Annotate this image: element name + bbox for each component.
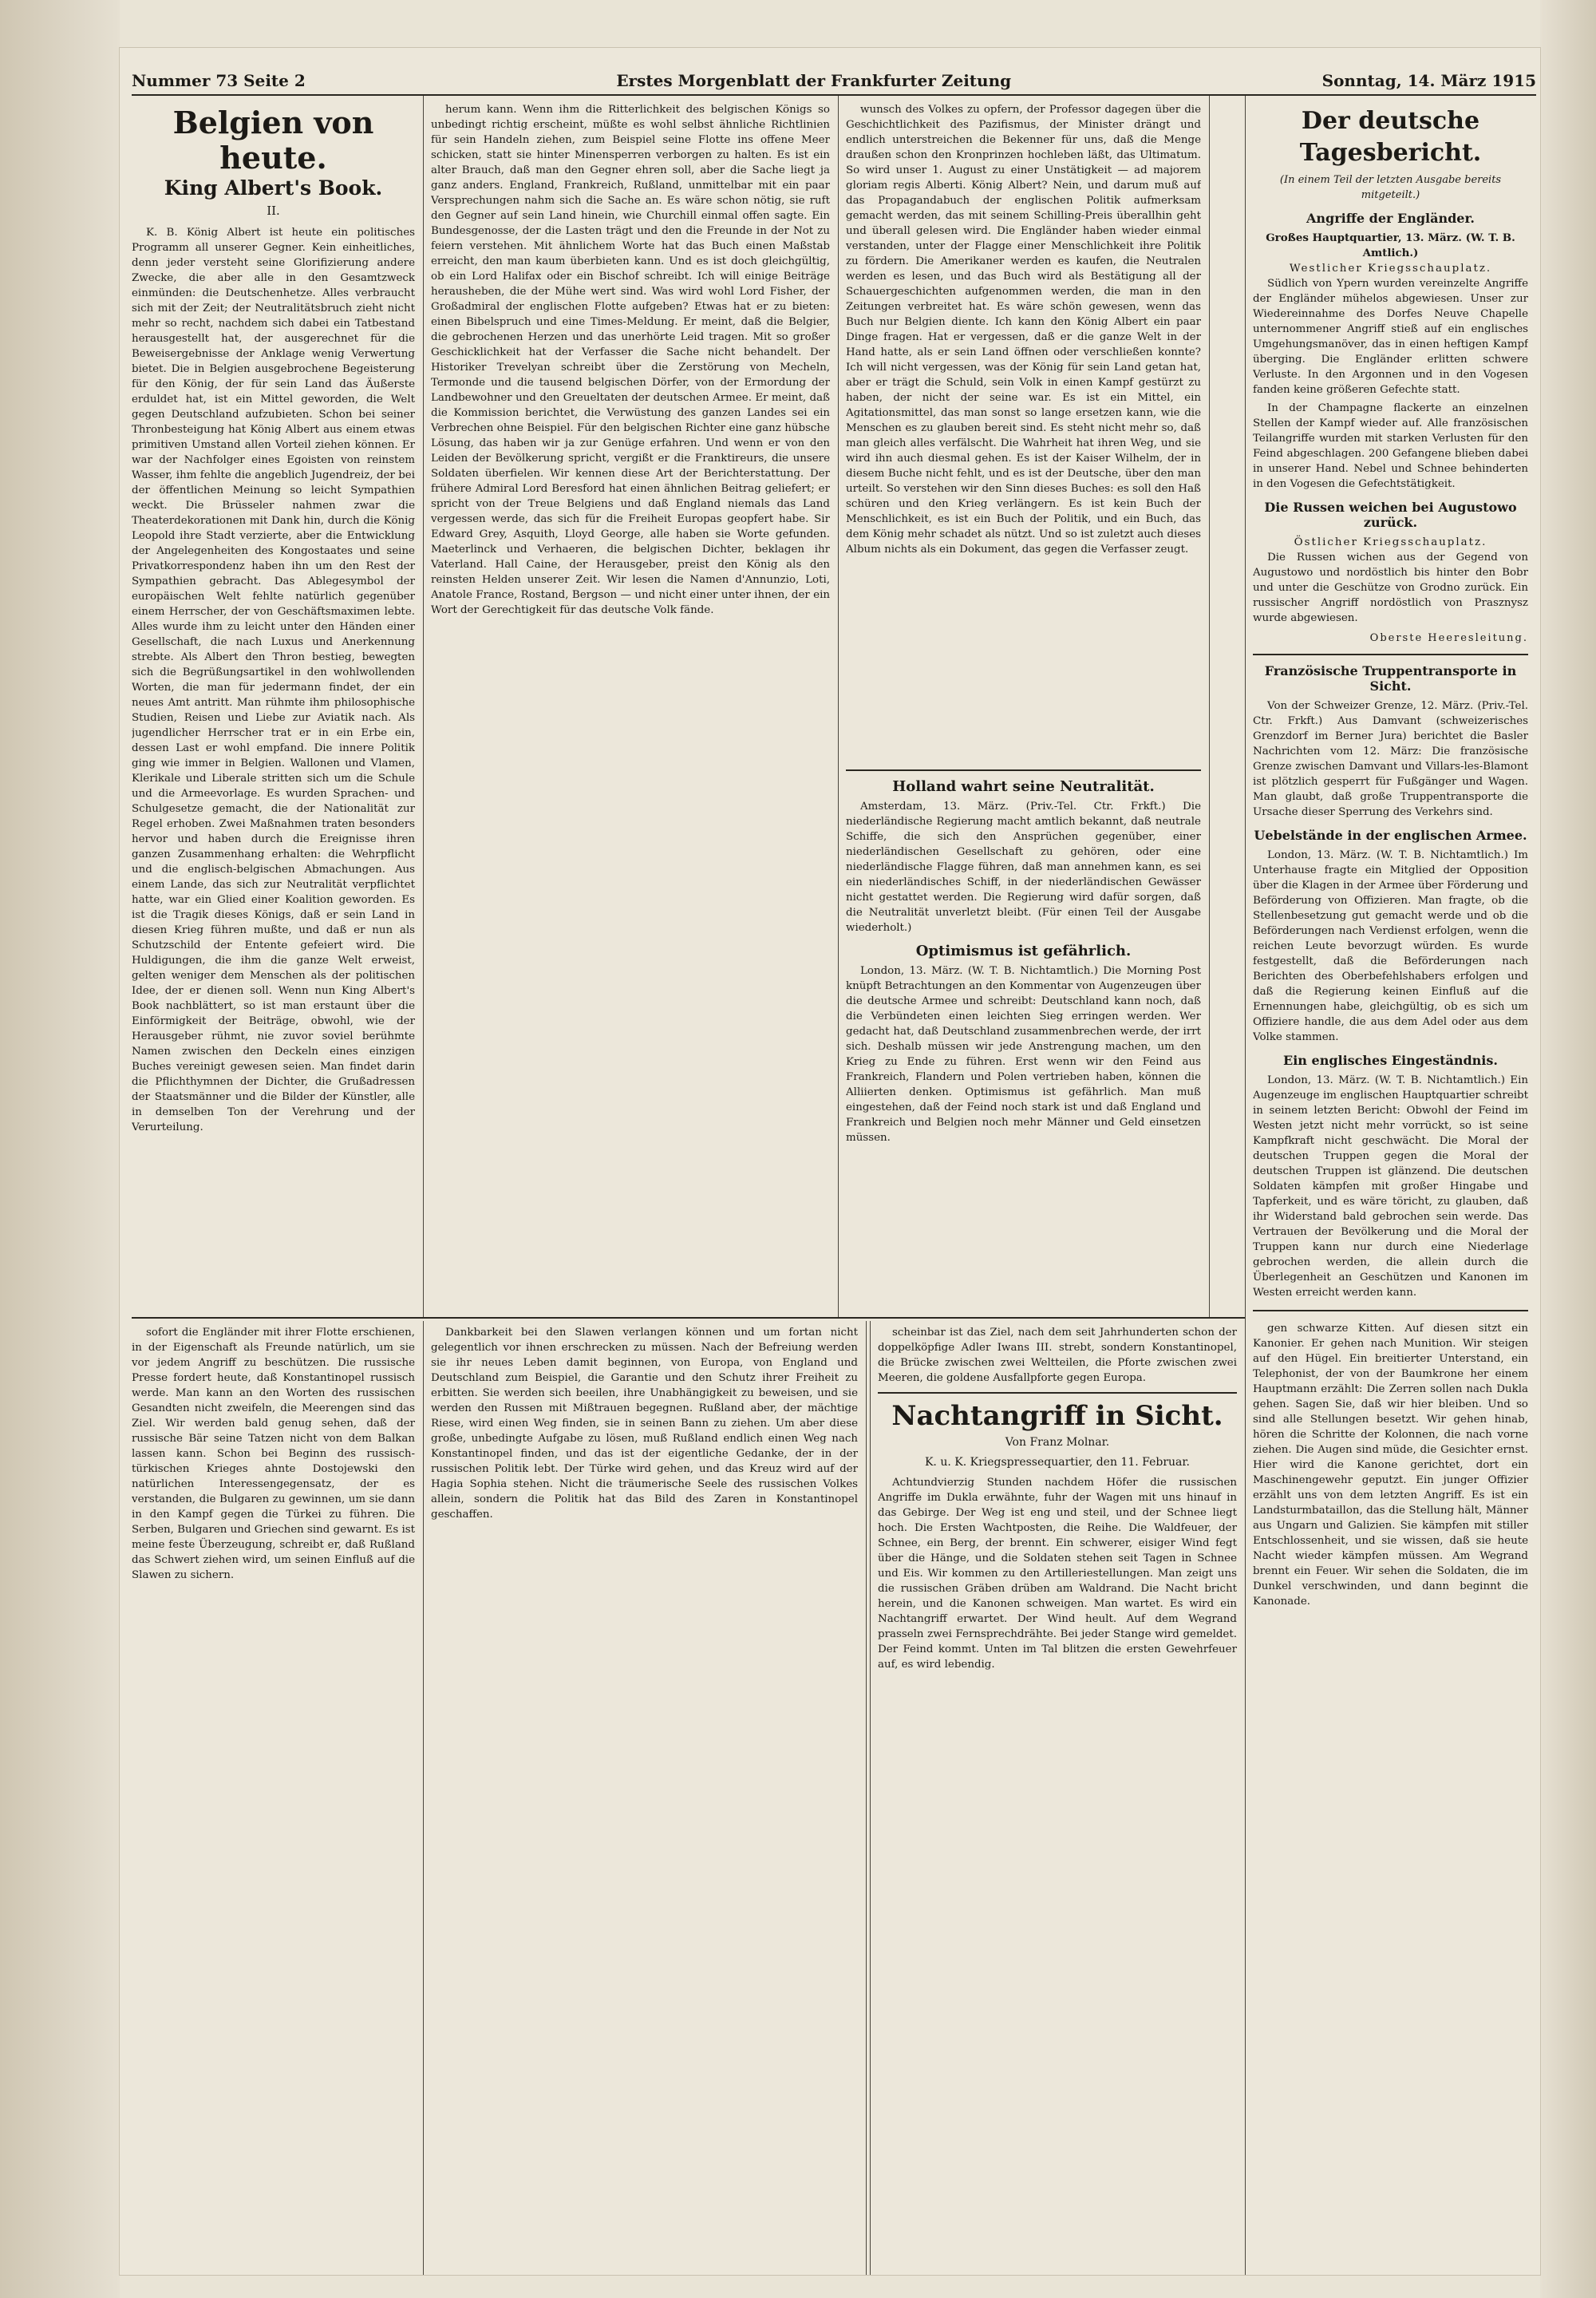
uebel-body: London, 13. März. (W. T. B. Nichtamtlich.) Im Unterhause fragte ein Mitglied der Opposition über die Klagen in der Armee über Förderung und Beförderung von Offizieren. Man fragte, ob die Stellenbesetzung gut gemacht werde und ob die Beförderungen nach Verdienst erfolgen, wenn die reichen Leute bevorzugt würden. Es wurde festgestellt, daß die Beförderungen nach Berichten des Oberbefehlshabers erfolgen und daß die Regierung keinen Einfluß auf die Ernennungen habe, gleichgültig, ob es sich um Offiziere handle, die aus dem Adel oder aus dem Volke stammen. xyxy=(1253,849,1528,1043)
column-rule xyxy=(423,1321,424,2275)
article-column-3 xyxy=(846,102,1201,1311)
uebel-title: Uebelstände in der englischen Armee. xyxy=(1254,828,1527,843)
article-title: Belgien von heute. xyxy=(172,105,374,176)
article-body: K. B. König Albert ist heute ein politisches Programm all unserer Gegner. Kein einheitliches, denn jeder versteht seine Glorifizierung andere Zwecke, die aber alle in den Gesamtzweck einmünden: die Deutschenhetze. Alles verbraucht sich mit der Zeit; der Neutralitätsbruch zieht nicht mehr so recht, nachdem sich dabei ein Tatbestand herausgestellt hat, der ausgerechnet für die Beweisergebnisse der Anklage wenig Verwertung bietet. Die in Belgien ausgebrochene Begeisterung für den König, der für sein Land das Äußerste erduldet hat, ist ein Mittel geworden, die Welt gegen Deutschland aufzubieten. Schon bei seiner Thronbesteigung hat König Albert aus einem etwas primitiven Umstand allen Vorteil ziehen können. Er war der Nachfolger eines Egoisten von reinstem Wasser, ihm fehlte die angeblich Jugendreiz, der bei der öffentlichen Meinung so leicht Sympathien weckt. Die Brüsseler nahmen zwar die Theaterdekorationen mit Dank hin, durch die König Leopold ihre Stadt verzierte, aber die Entwicklung der Angelegenheiten des Kongostaates und seine Privatkorrespondenz haben ihn um den Rest der Sympathien gebracht. Das Ablegesymbol der europäischen Welt fehlte natürlich gegenüber einem Herrscher, der von Geschäftsmaximen lebte. Alles wurde ihm zu leicht unter den Händen einer Gesellschaft, die nach Luxus und Anerkennung strebte. Als Albert den Thron bestieg, bewegten sich die Begrüßungsartikel in den wohlwollenden Worten, die man für jedermann findet, der ein neues Amt antritt. Man rühmte ihm philosophische Studien, Reisen und Liebe zur Aviatik nach. Als jugendlicher Herrscher trat er in ein Erbe ein, dessen Last er wohl empfand. Die innere Politik ging wie immer in Belgien. Wallonen und Vlamen, Klerikale und Liberale stritten sich um die Schule und die Armeevorlage. Es wurden Sprachen- und Schulgesetze gemacht, die der Nationalität zur Regel erhoben. Zwei Maßnahmen traten besonders hervor und haben durch die Ereignisse ihren ganzen Zusammenhang erhalten: die Wehrpflicht und die englisch-belgischen Abmachungen. Aus einem Lande, das sich zur Neutralität verpflichtet hatte, war ein Glied einer Koalition geworden. Es ist die Tragik dieses Königs, daß er sein Land in diesen Krieg führen mußte, und daß er nun als Schutzschild der Entente gefeiert wird. Die Huldigungen, die ihm die ganze Welt erweist, gelten weniger dem Menschen als der politischen Idee, der er dienen soll. Wenn nun King Albert's Book nachblättert, so ist man erstaunt über die Einförmigkeit der Beiträge, obwohl, wie der Herausgeber rühmt, nie zuvor soviel berühmte Namen zwischen den Deckeln eines einzigen Buches vereinigt gewesen seien. Man findet darin die Pflichthymnen der Dichter, die Grußadressen der Staatsmänner und die Bilder der Künstler, alle in demselben Ton der Verehrung und der Verurteilung. xyxy=(132,227,415,1133)
feuilleton-body: scheinbar ist das Ziel, nach dem seit Jahrhunderten schon der doppelköpfige Adler Iwans III. strebt, sondern Konstantinopel, die Brücke zwischen zwei Weltteilen, die Pforte zwischen zwei Meeren, die goldene Ausfallpforte gegen Europa. xyxy=(878,1327,1237,1384)
page-header xyxy=(132,67,1536,96)
left-margin xyxy=(0,0,120,2298)
column-rule xyxy=(838,96,839,1317)
tagesbericht-title: Der deutsche Tagesbericht. xyxy=(1299,107,1482,167)
article-tagesbericht xyxy=(1253,102,1528,2273)
article-body: herum kann. Wenn ihm die Ritterlichkeit des belgischen Königs so unbedingt richtig erscheint, müßte es wohl selbst ähnliche Richtlinien für sein Handeln ziehen, zum Beispiel seine Flotte ins offene Meer schicken, statt sie hinter Minensperren verborgen zu halten. Es ist ein alter Brauch, daß man den Gegner ehren soll, aber die Sache liegt ja ganz anders. England, Frankreich, Rußland, unmittelbar mit ein paar Versprechungen nahm sich die Sache an. Es wäre schon nötig, sie ruft den Gegner auf sein Land hinein, wie Churchill einmal offen sagte. Ein Bundesgenosse, der die Lasten trägt und den die Freunde in der Not zu feiern verstehen. Mit ähnlichem Worte hat das Buch einen Maßstab erreicht, den man kaum überbieten kann. Und es ist doch gleichgültig, ob ein Lord Halifax oder ein Bischof schreibt. Ich will einige Beiträge herausheben, die der Mühe wert sind. Was wird wohl Lord Fisher, der Großadmiral der englischen Flotte aufgeben? Etwas hat er zu bieten: einen Bibelspruch und eine Times-Meldung. Er meint, daß die Belgier, die gebrochenen Herzen und das unerhörte Leid tragen. Mit so großer Geschicklichkeit hat der Verfasser die Sache nicht behandelt. Der Historiker Trevelyan schreibt über die Zerstörung von Mecheln, Termonde und die tausend belgischen Dörfer, von der Ermordung der Landbewohner und den Greueltaten der deutschen Armee. Er meint, daß die Kommission berichtet, die Verwüstung des ganzen Landes sei ein Verbrechen ohne Beispiel. Für den belgischen Richter eine ganz hübsche Lösung, das haben wir ja zur Genüge erfahren. Und wenn er von den Leiden der Bevölkerung spricht, vergißt er die Franktireurs, die unsere Soldaten überfielen. Wir kennen diese Art der Berichterstattung. Der frühere Admiral Lord Beresford hat einen ähnlichen Beitrag geliefert; er spricht von der Treue Belgiens und daß England niemals das Land vergessen werde, das sich für die Freiheit Europas geopfert habe. Sir Edward Grey, Asquith, Lloyd George, alle haben sie Worte gefunden. Maeterlinck und Verhaeren, die belgischen Dichter, beklagen ihr Vaterland. Hall Caine, der Herausgeber, preist den König als den reinsten Helden unserer Zeit. Wir lesen die Namen d'Annunzio, Loti, Anatole France, Rostand, Bergson — und nicht einer unter ihnen, der ein Wort der Gerechtigkeit für das deutsche Volk fände. xyxy=(431,104,830,616)
divider xyxy=(1253,654,1528,655)
article-subtitle: King Albert's Book. xyxy=(164,176,383,200)
column-rule xyxy=(870,1321,871,2275)
eingest-title: Ein englisches Eingeständnis. xyxy=(1283,1053,1498,1068)
tagesbericht-note: (In einem Teil der letzten Ausgabe bereits mitgeteilt.) xyxy=(1279,174,1502,201)
feuilleton-continued: gen schwarze Kitten. Auf diesen sitzt ein Kanonier. Er gehen nach Munition. Wir steigen auf den Hügel. Ein breitierter Unterstand, ein Telephonist, der von der Baumkrone her einem Hauptmann erzählt: Die Zerren sollen nach Dukla gehen. Sagen Sie, daß wir hier bleiben. Und so sind alle Stellungen besetzt. Wir gehen hinab, hören die Schritte der Kolonnen, die nach vorne ziehen. Die Augen sind müde, die Gesichter ernst. Hier wird die Kanone gerichtet, dort ein Maschinengewehr geputzt. Ein junger Offizier erzählt uns von dem letzten Angriff. Es ist ein Landsturmbataillon, das die Stellung hält, Männer aus Ungarn und Galizien. Sie kämpfen mit stiller Entschlossenheit, und sie wissen, daß sie heute Nacht wieder kämpfen müssen. Am Wegrand brennt ein Feuer. Wir sehen die Soldaten, die im Dunkel verschwinden, und dann beginnt die Kanonade. xyxy=(1253,1323,1528,1608)
engl-title: Angriffe der Engländer. xyxy=(1306,211,1475,226)
tagesbericht-text-3: Die Russen wichen aus der Gegend von Augustowo und nordöstlich bis hinter den Bobr und unter die Geschütze von Grodno zurück. Ein russischer Angriff nordöstlich von Prasznysz wurde abgewiesen. xyxy=(1253,552,1528,624)
feuilleton-column-1 xyxy=(132,1325,415,2271)
gh-dateline: Großes Hauptquartier, 13. März. (W. T. B. Amtlich.) xyxy=(1266,231,1515,259)
optimismus-body: London, 13. März. (W. T. B. Nichtamtlich.) Die Morning Post knüpft Betrachtungen an den Kommentar von Augenzeugen über die deutsche Armee und schreibt: Deutschland kann noch, daß die Verbündeten einen leichten Sieg erringen werden. Wer gedacht hat, daß Deutschland zusammenbrechen werde, der irrt sich. Deshalb müssen wir jede Anstrengung machen, um den Krieg zu Ende zu führen. Erst wenn wir den Feind aus Frankreich, Flandern und Polen vertrieben haben, können die Alliierten denken. Optimismus ist gefährlich. Man muß eingestehen, daß der Feind noch stark ist und daß England und Frankreich und Belgien noch mehr Männer und Geld einsetzen müssen. xyxy=(846,965,1201,1144)
article-belgien-continued xyxy=(431,102,830,1311)
header-left: Nummer 73 Seite 2 xyxy=(132,71,306,90)
optimismus-title: Optimismus ist gefährlich. xyxy=(915,943,1132,959)
column-rule xyxy=(1209,96,1210,1317)
column-rule xyxy=(423,96,424,1317)
feuilleton-body: sofort die Engländer mit ihrer Flotte erschienen, in der Eigenschaft als Freunde natürlich, um sie vor jedem Angriff zu beschützen. Die russische Presse fordert heute, daß Konstantinopel russisch werde. Man kann an den Worten des russischen Gesandten nicht zweifeln, die Meerengen sind das Ziel. Wir werden bald genug sehen, daß der russische Bär seine Tatzen nicht von dem Balkan lassen kann. Schon bei Beginn des russisch-türkischen Krieges ahnte Dostojewski den natürlichen Interessengegensatz, der es verstanden, die Bulgaren zu gewinnen, um sie dann in den Kampf gegen die Türkei zu führen. Die Serben, Bulgaren und Griechen sind gewarnt. Es ist meine feste Überzeugung, schreibt er, daß Rußland das Schwert ziehen wird, um seinen Einfluß auf die Slawen zu sichern. xyxy=(132,1327,415,1581)
franz-title: Französische Truppentransporte in Sicht. xyxy=(1264,663,1517,694)
russ-title: Die Russen weichen bei Augustowo zurück. xyxy=(1264,500,1517,530)
header-right: Sonntag, 14. März 1915 xyxy=(1321,71,1536,90)
section-rule xyxy=(132,1317,1245,1319)
feuilleton-column-3 xyxy=(878,1325,1237,2271)
nachtangriff-title: Nachtangriff in Sicht. xyxy=(891,1400,1223,1432)
article-belgien-end xyxy=(846,102,1201,765)
eingest-body: London, 13. März. (W. T. B. Nichtamtlich.) Ein Augenzeuge im englischen Hauptquartier schreibt in seinem letzten Bericht: Obwohl der Feind im Westen jetzt nicht mehr vorrückt, so ist seine Kampfkraft nicht geschwächt. Die Moral der deutschen Truppen gegen die Moral der deutschen Truppen ist glänzend. Die deutschen Soldaten kämpfen mit großer Hingabe und Tapferkeit, und es wäre töricht, zu glauben, daß ihr Widerstand bald gebrochen sein werde. Das Vertrauen der Bevölkerung und die Moral der Truppen kann nur durch eine Niederlage gebrochen werden, die allein durch die Überlegenheit an Geschützen und Kanonen im Westen erreicht werden kann. xyxy=(1253,1074,1528,1299)
article-body: wunsch des Volkes zu opfern, der Professor dagegen über die Geschichtlichkeit des Pazifismus, der Minister drängt und endlich unterstreichen die Bekenner für uns, daß die Menge draußen schon den Kronprinzen hochleben läßt, das Ultimatum. So wird unser 1. August zu einer Unstätigkeit — ad majorem gloriam regis Alberti. König Albert? Nein, und darum muß auf das Propagandabuch der englischen Politik aufmerksam gemacht werden, das mit seinem Schilling-Preis überallhin geht und überall gelesen wird. Die Engländer haben wieder einmal verstanden, unter der Flagge einer Menschlichkeit ihre Politik zu fördern. Die Amerikaner werden es kaufen, die Neutralen werden es lesen, und das Buch wird als Bestätigung all der Schauergeschichten aufgenommen werden, die man in den Zeitungen verbreitet hat. Es wäre schön gewesen, wenn das Buch nur Belgien diente. Ich kann den König Albert ein paar Dinge fragen. Hat er vergessen, daß er die ganze Welt in der Hand hatte, als er sein Land öffnen oder verschließen konnte? Ich will nicht vergessen, was der König für sein Land getan hat, aber er trägt die Schuld, sein Volk in einen Kampf gestürzt zu haben, der nicht der seine war. Es ist ein Mittel, ein Agitationsmittel, das man sonst so lange ersetzen kann, wie die Menschen es zu glauben bereit sind. Es steht nicht mehr so, daß man gleich alles verfälscht. Die Wahrheit hat ihren Weg, und sie wird ihn auch diesmal gehen. Es ist der Kaiser Wilhelm, der in diesem Buche nicht fehlt, und es ist der Deutsche, über den man urteilt. So verstehen wir den Sinn dieses Buches: es soll den Haß schüren und den Krieg verlängern. Es ist kein Buch der Menschlichkeit, es ist ein Buch der Politik, und ein Buch, das dem König mehr schadet als nützt. Und so ist zuletzt auch dieses Album nichts als ein Dokument, das gegen die Verfasser zeugt. xyxy=(846,104,1201,556)
article-part: II. xyxy=(267,204,280,218)
nachtangriff-author: Von Franz Molnar. xyxy=(1005,1436,1110,1449)
header-center: Erstes Morgenblatt der Frankfurter Zeitung xyxy=(616,71,1012,90)
column-rule xyxy=(1245,96,1246,2275)
west-heading: Westlicher Kriegsschauplatz. xyxy=(1289,263,1492,275)
tagesbericht-text-1: Südlich von Ypern wurden vereinzelte Angriffe der Engländer mühelos abgewiesen. Unser zur Wiedereinnahme des Dorfes Neuve Chapelle unternommener Angriff stieß auf ein englisches Umgehungsmanöver, das in einen heftigen Kampf überging. Die Engländer erlitten schwere Verluste. In den Argonnen und in den Vogesen fanden keine größeren Gefechte statt. xyxy=(1253,278,1528,396)
holland-body: Amsterdam, 13. März. (Priv.-Tel. Ctr. Frkft.) Die niederländische Regierung macht amtlich bekannt, daß neutrale Schiffe, die sich den Ansprüchen gegenüber, einer niederländischen Gesellschaft zu gehören, oder eine niederländische Flagge führen, daß man annehmen kann, es sei ein niederländisches Schiff, in der niederländischen Gewässer nicht gestattet werden. Die Regierung wird dafür sorgen, daß die Neutralität unverletzt bleibt. (Für einen Teil der Ausgabe wiederholt.) xyxy=(846,801,1201,934)
right-margin xyxy=(1540,0,1596,2298)
divider xyxy=(846,769,1201,771)
tagesbericht-signature: Oberste Heeresleitung. xyxy=(1369,632,1528,644)
divider xyxy=(878,1392,1237,1394)
feuilleton-body: Dankbarkeit bei den Slawen verlangen können und um fortan nicht gelegentlich vor ihnen erschrecken zu müssen. Nach der Befreiung werden sie ihr neues Leben damit beginnen, von Europa, von England und Deutschland zum Beispiel, die Garantie und den Schutz ihrer Freiheit zu erbitten. Sie werden sich beeilen, ihre Unabhängigkeit zu beweisen, und sie werden den Russen mit Mißtrauen begegnen. Rußland aber, der mächtige Riese, wird einen Weg finden, sie in seinen Bann zu ziehen. Um aber diese große, unbedingte Aufgabe zu lösen, muß Rußland endlich einen Weg nach Konstantinopel finden, und das ist der eigentliche Gedanke, der in der russischen Politik lebt. Der Türke wird gehen, und das Kreuz wird auf der Hagia Sophia stehen. Nicht die träumerische Seele des russischen Volkes allein, sondern die Politik hat das Bild des Zaren in Konstantinopel geschaffen. xyxy=(431,1327,858,1521)
franz-body: Von der Schweizer Grenze, 12. März. (Priv.-Tel. Ctr. Frkft.) Aus Damvant (schweizerisches Grenzdorf im Berner Jura) berichtet die Basler Nachrichten vom 12. März: Die französische Grenze zwischen Damvant und Villars-les-Blamont ist plötzlich gesperrt für Fußgänger und Wagen. Man glaubt, daß große Truppentransporte die Ursache dieser Sperrung des Verkehrs sind. xyxy=(1253,700,1528,818)
tagesbericht-text-2: In der Champagne flackerte an einzelnen Stellen der Kampf wieder auf. Alle französischen Teilangriffe wurden mit starken Verlusten für den Feind abgeschlagen. 200 Gefangene blieben dabei in unserer Hand. Nebel und Schnee behinderten in den Vogesen die Gefechtstätigkeit. xyxy=(1253,402,1528,490)
ost-heading: Östlicher Kriegsschauplatz. xyxy=(1294,536,1487,548)
holland-title: Holland wahrt seine Neutralität. xyxy=(892,778,1155,795)
divider xyxy=(1253,1310,1528,1311)
nachtangriff-body: Achtundvierzig Stunden nachdem Höfer die russischen Angriffe im Dukla erwähnte, fuhr der Wagen mit uns hinauf in das Gebirge. Der Weg ist eng und steil, und der Schnee liegt hoch. Die Ersten Wachtposten, die Reihe. Die Waldfeuer, der Schnee, ein Berg, der brennt. Ein schwerer, eisiger Wind fegt über die Hänge, und die Soldaten stehen seit Tagen in Schnee und Eis. Wir kommen zu den Artilleriestellungen. Man zeigt uns die russischen Gräben drüben am Waldrand. Die Nacht bricht herein, und die Kanonen schweigen. Man wartet. Es wird ein Nachtangriff erwartet. Der Wind heult. Auf dem Wegrand prasseln zwei Fernsprechdrähte. Bei jeder Stange wird gemeldet. Der Feind kommt. Unten im Tal blitzen die ersten Gewehrfeuer auf, es wird lebendig. xyxy=(878,1477,1237,1671)
column-rule xyxy=(866,1321,867,2275)
nachtangriff-dateline: K. u. K. Kriegspressequartier, den 11. Februar. xyxy=(924,1456,1191,1469)
article-belgien xyxy=(132,102,415,1311)
feuilleton-column-2 xyxy=(431,1325,858,2271)
